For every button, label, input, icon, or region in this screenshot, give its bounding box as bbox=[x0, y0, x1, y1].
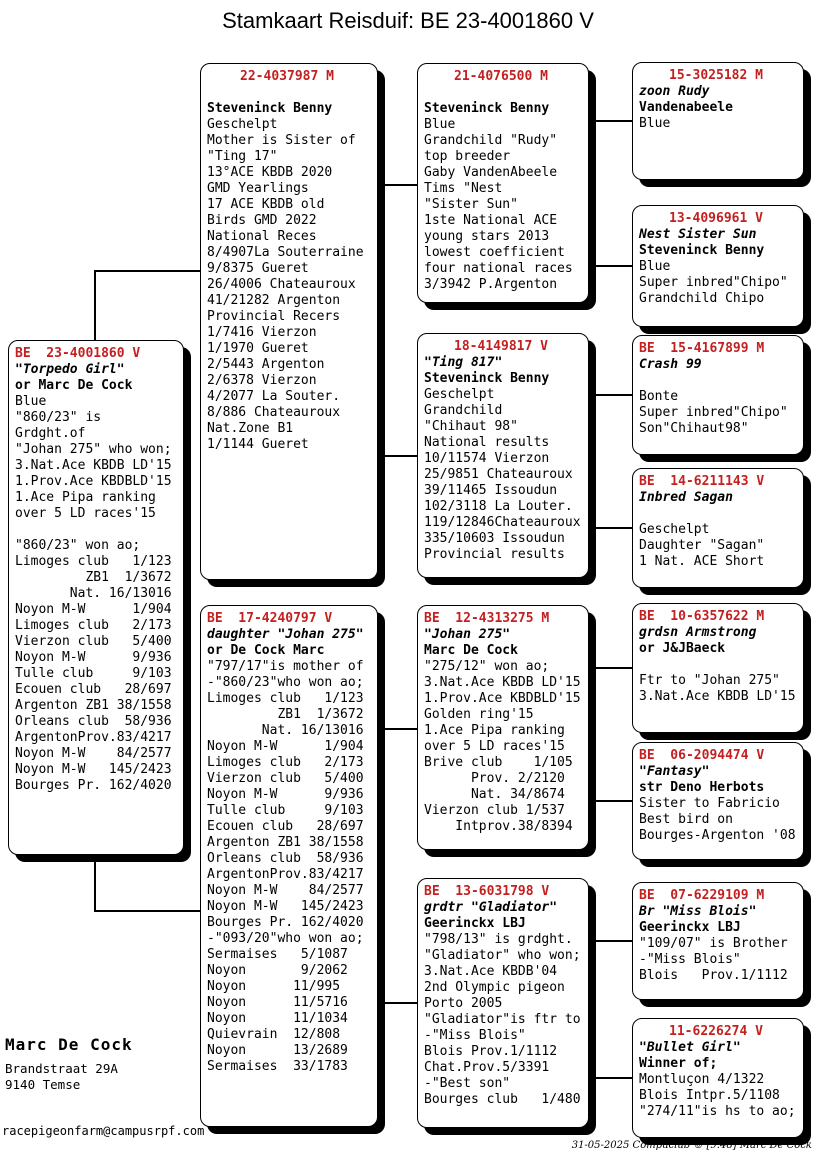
pedigree-line: 9/8375 Gueret bbox=[207, 261, 309, 276]
pedigree-box-sire-dam-dam bbox=[632, 468, 804, 588]
pedigree-line: Chat.Prov.5/3391 bbox=[424, 1060, 550, 1075]
pedigree-line: Noyon M-W 1/904 bbox=[207, 739, 364, 754]
pedigree-line: Grandchild "Rudy" bbox=[424, 133, 558, 148]
pedigree-line: 1ste National ACE bbox=[424, 213, 558, 228]
pedigree-line: 1.Prov.Ace KBDBLD'15 bbox=[424, 691, 581, 706]
pedigree-box-dam-dam bbox=[417, 878, 589, 1128]
pedigree-line: young stars 2013 bbox=[424, 229, 550, 244]
pedigree-line: Blue bbox=[15, 394, 47, 409]
pedigree-line: Ecouen club 28/697 bbox=[207, 819, 364, 834]
connector-line bbox=[94, 270, 96, 340]
pedigree-line: Blois Prov.1/1112 bbox=[424, 1044, 558, 1059]
pedigree-line bbox=[15, 522, 183, 538]
pedigree-line: National Reces bbox=[207, 229, 317, 244]
pedigree-line: "Sister Sun" bbox=[424, 197, 518, 212]
pedigree-line: Orleans club 58/936 bbox=[207, 851, 364, 866]
pedigree-line: 39/11465 Issoudun bbox=[424, 483, 558, 498]
pedigree-line: "Chihaut 98" bbox=[424, 419, 518, 434]
pedigree-line: Ecouen club 28/697 bbox=[15, 682, 172, 697]
pedigree-box-dam-sire-sire bbox=[632, 603, 804, 733]
pedigree-line: 1/1144 Gueret bbox=[207, 437, 309, 452]
ring-number: 13-4096961 V bbox=[669, 211, 763, 226]
pedigree-line: Prov. 2/2120 bbox=[424, 771, 565, 786]
pedigree-line: 335/10603 Issoudun bbox=[424, 531, 565, 546]
pedigree-line: Geerinckx LBJ bbox=[639, 920, 741, 935]
pedigree-line: 3.Nat.Ace KBDB LD'15 bbox=[15, 458, 172, 473]
pedigree-line: Noyon M-W 1/904 bbox=[15, 602, 172, 617]
pedigree-line: -"Miss Blois" bbox=[424, 1028, 526, 1043]
connector-line bbox=[589, 394, 632, 396]
pedigree-line: Son"Chihaut98" bbox=[639, 421, 749, 436]
connector-line bbox=[589, 800, 632, 802]
pedigree-line: 17 ACE KBDB old bbox=[207, 197, 325, 212]
connector-line bbox=[378, 184, 417, 186]
pedigree-line: Vandenabeele bbox=[639, 100, 733, 115]
owner-email: racepigeonfarm@campusrpf.com bbox=[2, 1124, 205, 1138]
pedigree-line: over 5 LD races'15 bbox=[424, 739, 565, 754]
pedigree-line: Porto 2005 bbox=[424, 996, 503, 1011]
pedigree-line: 8/886 Chateauroux bbox=[207, 405, 341, 420]
page-title: Stamkaart Reisduif: BE 23-4001860 V bbox=[222, 8, 594, 33]
pedigree-line: 25/9851 Chateauroux bbox=[424, 467, 573, 482]
ring-number: BE 17-4240797 V bbox=[207, 611, 333, 626]
pedigree-line: 10/11574 Vierzon bbox=[424, 451, 550, 466]
pedigree-line: Noyon M-W 9/936 bbox=[15, 650, 172, 665]
pedigree-line: top breeder bbox=[424, 149, 511, 164]
pedigree-line: or J&JBaeck bbox=[639, 641, 726, 656]
pedigree-line: Geschelpt bbox=[639, 522, 710, 537]
ring-number: 21-4076500 M bbox=[454, 69, 548, 84]
pedigree-line: ArgentonProv.83/4217 bbox=[207, 867, 364, 882]
pedigree-line: Noyon M-W 84/2577 bbox=[15, 746, 172, 761]
pedigree-box-sire-dam bbox=[417, 333, 589, 578]
pedigree-line: Noyon 9/2062 bbox=[207, 963, 348, 978]
pedigree-line: Noyon M-W 145/2423 bbox=[207, 899, 364, 914]
pedigree-line: grdtr "Gladiator" bbox=[424, 900, 558, 915]
pedigree-line: lowest coefficient bbox=[424, 245, 565, 260]
ring-number: BE 06-2094474 V bbox=[639, 748, 765, 763]
pedigree-line: 3.Nat.Ace KBDB'04 bbox=[424, 964, 558, 979]
pedigree-line: "797/17"is mother of bbox=[207, 659, 364, 674]
pedigree-box-sire-sire bbox=[417, 63, 589, 303]
pedigree-line: Nat. 16/13016 bbox=[15, 586, 172, 601]
pedigree-line: Noyon M-W 84/2577 bbox=[207, 883, 364, 898]
connector-line bbox=[589, 667, 632, 669]
pedigree-line: Grdght.of bbox=[15, 426, 86, 441]
connector-line bbox=[94, 855, 96, 911]
owner-name: Marc De Cock bbox=[5, 1035, 133, 1054]
pedigree-line: 3/3942 P.Argenton bbox=[424, 277, 558, 292]
pedigree-line: Noyon M-W 9/936 bbox=[207, 787, 364, 802]
pedigree-line: Quievrain 12/808 bbox=[207, 1027, 341, 1042]
pedigree-line: or De Cock Marc bbox=[207, 643, 325, 658]
connector-line bbox=[378, 1002, 417, 1004]
pedigree-box-sire-dam-sire bbox=[632, 335, 804, 455]
pedigree-line: Blue bbox=[639, 116, 671, 131]
footer-credit: 31-05-2025 Compuclub © [9.48] Marc De Cock bbox=[571, 1140, 812, 1151]
pedigree-line: "798/13" is grdght. bbox=[424, 932, 573, 947]
pedigree-line: Orleans club 58/936 bbox=[15, 714, 172, 729]
pedigree-line: "860/23" is bbox=[15, 410, 102, 425]
pedigree-line: "Torpedo Girl" bbox=[15, 362, 125, 377]
pedigree-line: Bourges Pr. 162/4020 bbox=[207, 915, 364, 930]
ring-number: BE 23-4001860 V bbox=[15, 346, 141, 361]
connector-line bbox=[94, 910, 200, 912]
pedigree-line: Bourges-Argenton '08 bbox=[639, 828, 796, 843]
pedigree-line: "860/23" won ao; bbox=[15, 538, 141, 553]
pedigree-line: "Gladiator"is ftr to bbox=[424, 1012, 581, 1027]
pedigree-line: 26/4006 Chateauroux bbox=[207, 277, 356, 292]
ring-number: BE 10-6357622 M bbox=[639, 609, 765, 624]
pedigree-line: Limoges club 1/123 bbox=[15, 554, 172, 569]
ring-number: 18-4149817 V bbox=[454, 339, 548, 354]
pedigree-line: or Marc De Cock bbox=[15, 378, 133, 393]
pedigree-line: Nest Sister Sun bbox=[639, 227, 757, 242]
pedigree-line: 2nd Olympic pigeon bbox=[424, 980, 565, 995]
pedigree-line: Inbred Sagan bbox=[639, 490, 733, 505]
pedigree-line: "Bullet Girl" bbox=[639, 1040, 741, 1055]
pedigree-line: 1.Prov.Ace KBDBLD'15 bbox=[15, 474, 172, 489]
pedigree-line: str Deno Herbots bbox=[639, 780, 765, 795]
pedigree-line: Sister to Fabricio bbox=[639, 796, 780, 811]
pedigree-line: Best bird on bbox=[639, 812, 733, 827]
ring-number: BE 14-6211143 V bbox=[639, 474, 765, 489]
pedigree-line: Noyon M-W 145/2423 bbox=[15, 762, 172, 777]
pedigree-box-dam-dam-dam bbox=[632, 1018, 804, 1138]
pedigree-line: ZB1 1/3672 bbox=[15, 570, 172, 585]
pedigree-line: Blue bbox=[639, 259, 671, 274]
pedigree-line: Tulle club 9/103 bbox=[15, 666, 172, 681]
ring-number: 22-4037987 M bbox=[240, 69, 334, 84]
pedigree-line: 2/5443 Argenton bbox=[207, 357, 325, 372]
pedigree-line: Steveninck Benny bbox=[424, 371, 550, 386]
pedigree-line bbox=[639, 373, 803, 389]
pedigree-box-sire bbox=[200, 63, 378, 580]
pedigree-line: Super inbred"Chipo" bbox=[639, 405, 788, 420]
pedigree-line: Nat. 16/13016 bbox=[207, 723, 364, 738]
ring-number: BE 15-4167899 M bbox=[639, 341, 765, 356]
pedigree-line: Noyon 11/1034 bbox=[207, 1011, 348, 1026]
pedigree-line: Argenton ZB1 38/1558 bbox=[207, 835, 364, 850]
pedigree-line: Ftr to "Johan 275" bbox=[639, 673, 780, 688]
pedigree-line: Nat.Zone B1 bbox=[207, 421, 294, 436]
pedigree-line: 1.Ace Pipa ranking bbox=[15, 490, 156, 505]
pedigree-line: "Ting 817" bbox=[424, 355, 503, 370]
pedigree-line: daughter "Johan 275" bbox=[207, 627, 364, 642]
ring-number: 15-3025182 M bbox=[669, 68, 763, 83]
pedigree-line: 3.Nat.Ace KBDB LD'15 bbox=[639, 689, 796, 704]
pedigree-line: Geschelpt bbox=[424, 387, 495, 402]
pedigree-box-dam-dam-sire bbox=[632, 882, 804, 1000]
connector-line bbox=[589, 120, 632, 122]
pedigree-line: -"Miss Blois" bbox=[639, 952, 741, 967]
pedigree-box-dam-sire-dam bbox=[632, 742, 804, 860]
pedigree-line: "274/11"is hs to ao; bbox=[639, 1104, 796, 1119]
pedigree-line: zoon Rudy bbox=[639, 84, 710, 99]
pedigree-line: Grandchild Chipo bbox=[639, 291, 765, 306]
pedigree-line: Blois Intpr.5/1108 bbox=[639, 1088, 780, 1103]
ring-number: BE 12-4313275 M bbox=[424, 611, 550, 626]
pedigree-line: "275/12" won ao; bbox=[424, 659, 550, 674]
pedigree-line: ArgentonProv.83/4217 bbox=[15, 730, 172, 745]
owner-address-street: Brandstraat 29A bbox=[5, 1061, 118, 1076]
connector-line bbox=[378, 728, 417, 730]
pedigree-line: Geschelpt bbox=[207, 117, 278, 132]
pedigree-box-dam bbox=[200, 605, 378, 1127]
pedigree-line: 41/21282 Argenton bbox=[207, 293, 341, 308]
pedigree-line: Vierzon club 5/400 bbox=[207, 771, 364, 786]
pedigree-line: Intprov.38/8394 bbox=[424, 819, 573, 834]
pedigree-line: "Johan 275" bbox=[424, 627, 511, 642]
connector-line bbox=[589, 940, 632, 942]
pedigree-line: Sermaises 33/1783 bbox=[207, 1059, 348, 1074]
pedigree-line: 13°ACE KBDB 2020 bbox=[207, 165, 333, 180]
pedigree-line: Tulle club 9/103 bbox=[207, 803, 364, 818]
pedigree-line: four national races bbox=[424, 261, 573, 276]
pedigree-line: Grandchild bbox=[424, 403, 503, 418]
pedigree-line: ZB1 1/3672 bbox=[207, 707, 364, 722]
connector-line bbox=[589, 527, 632, 529]
pedigree-line: Limoges club 2/173 bbox=[15, 618, 172, 633]
ring-number: BE 07-6229109 M bbox=[639, 888, 765, 903]
pedigree-line: Noyon 11/5716 bbox=[207, 995, 348, 1010]
pedigree-line bbox=[424, 85, 588, 101]
owner-address-city: 9140 Temse bbox=[5, 1077, 81, 1092]
pedigree-line: Blois Prov.1/1112 bbox=[639, 968, 788, 983]
pedigree-box-sire-sire-dam bbox=[632, 205, 804, 327]
pedigree-line: Super inbred"Chipo" bbox=[639, 275, 788, 290]
connector-line bbox=[378, 455, 417, 457]
pedigree-line: 2/6378 Vierzon bbox=[207, 373, 317, 388]
pedigree-line: Golden ring'15 bbox=[424, 707, 534, 722]
pedigree-line: 1/7416 Vierzon bbox=[207, 325, 317, 340]
pedigree-line: Birds GMD 2022 bbox=[207, 213, 317, 228]
pedigree-line: Limoges club 1/123 bbox=[207, 691, 364, 706]
pedigree-line: Sermaises 5/1087 bbox=[207, 947, 348, 962]
pedigree-line: 8/4907La Souterraine bbox=[207, 245, 364, 260]
pedigree-line: Provincial results bbox=[424, 547, 565, 562]
ring-number: 11-6226274 V bbox=[669, 1024, 763, 1039]
pedigree-line: Limoges club 2/173 bbox=[207, 755, 364, 770]
pedigree-line: Marc De Cock bbox=[424, 643, 518, 658]
pedigree-line: Noyon 13/2689 bbox=[207, 1043, 348, 1058]
pedigree-line: "109/07" is Brother bbox=[639, 936, 788, 951]
pedigree-line: 4/2077 La Souter. bbox=[207, 389, 341, 404]
pedigree-line: -"Best son" bbox=[424, 1076, 511, 1091]
pedigree-line: 3.Nat.Ace KBDB LD'15 bbox=[424, 675, 581, 690]
pedigree-line: GMD Yearlings bbox=[207, 181, 309, 196]
pedigree-line: Provincial Recers bbox=[207, 309, 341, 324]
connector-line bbox=[589, 265, 632, 267]
pedigree-line bbox=[207, 85, 377, 101]
pedigree-line: "Johan 275" who won; bbox=[15, 442, 172, 457]
pedigree-line: Vierzon club 5/400 bbox=[15, 634, 172, 649]
pedigree-box-dam-sire bbox=[417, 605, 589, 850]
pedigree-line: over 5 LD races'15 bbox=[15, 506, 156, 521]
pedigree-line: 1/1970 Gueret bbox=[207, 341, 309, 356]
pedigree-line: Br "Miss Blois" bbox=[639, 904, 757, 919]
connector-line bbox=[589, 1077, 632, 1079]
pedigree-line: "Gladiator" who won; bbox=[424, 948, 581, 963]
pedigree-line: Bonte bbox=[639, 389, 679, 404]
pedigree-line bbox=[639, 657, 803, 673]
pedigree-line: Winner of; bbox=[639, 1056, 718, 1071]
pedigree-line: Argenton ZB1 38/1558 bbox=[15, 698, 172, 713]
pedigree-line: Gaby VandenAbeele bbox=[424, 165, 558, 180]
pedigree-line: 119/12846Chateauroux bbox=[424, 515, 581, 530]
pedigree-line: Brive club 1/105 bbox=[424, 755, 573, 770]
pedigree-line: Tims "Nest bbox=[424, 181, 503, 196]
pedigree-line: Bourges Pr. 162/4020 bbox=[15, 778, 172, 793]
pedigree-line: 1 Nat. ACE Short bbox=[639, 554, 765, 569]
pedigree-line: Steveninck Benny bbox=[207, 101, 333, 116]
pedigree-line: Daughter "Sagan" bbox=[639, 538, 765, 553]
pedigree-line: National results bbox=[424, 435, 550, 450]
pedigree-line: 1.Ace Pipa ranking bbox=[424, 723, 565, 738]
pedigree-line: Steveninck Benny bbox=[639, 243, 765, 258]
pedigree-line: Steveninck Benny bbox=[424, 101, 550, 116]
connector-line bbox=[94, 270, 200, 272]
ring-number: BE 13-6031798 V bbox=[424, 884, 550, 899]
pedigree-line: grdsn Armstrong bbox=[639, 625, 757, 640]
pedigree-line: Nat. 34/8674 bbox=[424, 787, 565, 802]
pedigree-line: "Fantasy" bbox=[639, 764, 710, 779]
pedigree-line: -"860/23"who won ao; bbox=[207, 675, 364, 690]
pedigree-line: Geerinckx LBJ bbox=[424, 916, 526, 931]
pedigree-line: Mother is Sister of bbox=[207, 133, 356, 148]
pedigree-line: "Ting 17" bbox=[207, 149, 278, 164]
pedigree-line: Crash 99 bbox=[639, 357, 702, 372]
pedigree-line: Montluçon 4/1322 bbox=[639, 1072, 765, 1087]
pedigree-line: Vierzon club 1/537 bbox=[424, 803, 565, 818]
pedigree-box-sire-sire-sire bbox=[632, 62, 804, 180]
pedigree-line: Bourges club 1/480 bbox=[424, 1092, 581, 1107]
pedigree-line: 102/3118 La Louter. bbox=[424, 499, 573, 514]
pedigree-line: Noyon 11/995 bbox=[207, 979, 341, 994]
pedigree-line bbox=[639, 506, 803, 522]
pedigree-box-subject bbox=[8, 340, 184, 855]
pedigree-line: Blue bbox=[424, 117, 456, 132]
pedigree-line: -"093/20"who won ao; bbox=[207, 931, 364, 946]
